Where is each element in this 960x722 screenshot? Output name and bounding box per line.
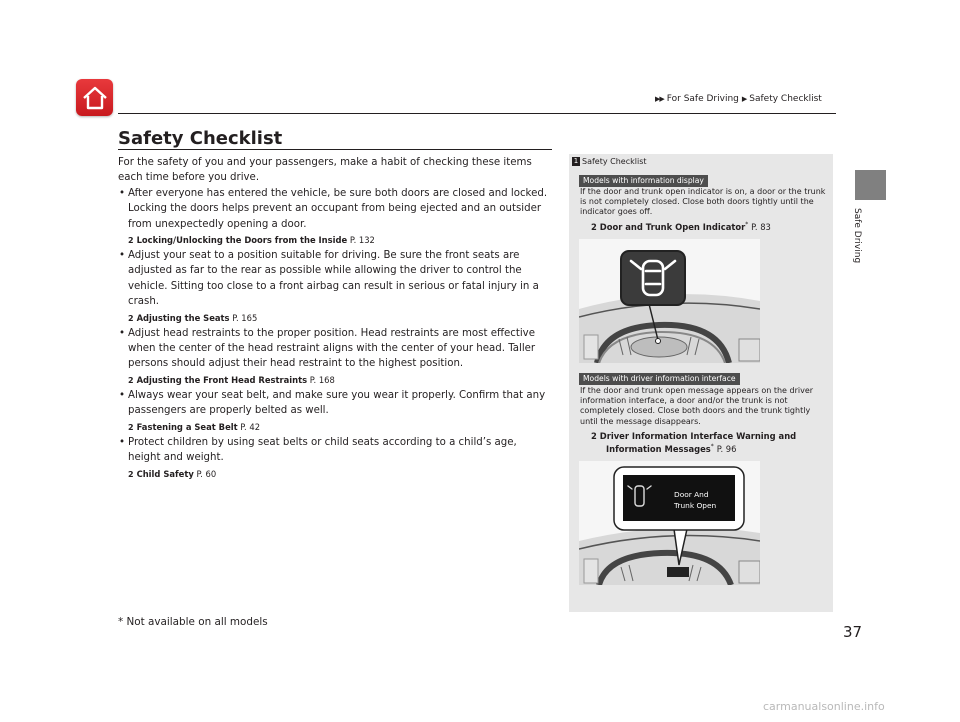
reference-title: Fastening a Seat Belt (136, 421, 238, 432)
reference-title: Information Messages (606, 443, 711, 454)
reference-arrow-icon: 2 (591, 221, 597, 232)
cross-reference-link[interactable] (118, 421, 552, 434)
checklist-item: • Adjust your seat to a position suitable for driving. Be sure the front seats are adjusted as far to the rear as possible while allowing the driver to control the vehicle. Sitting too close to a front airbag can result in serious or fatal injury in a crash. (118, 248, 552, 310)
header-divider (118, 113, 836, 114)
breadcrumb-item[interactable]: Safety Checklist (749, 94, 822, 104)
page-title: Safety Checklist (118, 128, 283, 149)
home-icon (82, 86, 108, 110)
cross-reference-link[interactable] (591, 431, 796, 441)
reference-title: Door and Trunk Open Indicator (599, 221, 746, 232)
intro-paragraph: For the safety of you and your passengers, make a habit of checking these items each time before you drive. (118, 157, 532, 184)
footnote: * Not available on all models (118, 616, 268, 628)
cross-reference-link[interactable] (118, 374, 552, 387)
reference-page: P. 83 (751, 221, 771, 232)
note-paragraph: If the door and trunk open indicator is on, a door or the trunk is not completely closed. Close both doors tightly until the indicator goes off. (580, 187, 826, 217)
breadcrumb (655, 94, 822, 104)
reference-page: P. 96 (716, 443, 737, 454)
display-message-line: Trunk Open (674, 501, 717, 510)
home-button[interactable] (76, 79, 113, 116)
checklist-item: • Protect children by using seat belts or child seats according to a child’s age, height and weight. (118, 435, 552, 466)
reference-title: Locking/Unlocking the Doors from the Inside (136, 235, 348, 246)
dashboard-indicator-illustration (579, 239, 760, 363)
reference-page: P. 168 (309, 374, 335, 385)
section-tab-marker (855, 170, 886, 200)
reference-title: Adjusting the Front Head Restraints (136, 374, 308, 385)
cross-reference-link[interactable] (118, 234, 552, 247)
watermark: carmanualsonline.info (763, 700, 885, 713)
reference-title: Child Safety (136, 468, 194, 479)
breadcrumb-arrow-icon: ▶ (741, 95, 747, 103)
breadcrumb-item[interactable]: For Safe Driving (666, 94, 739, 104)
reference-arrow-icon: 2 (128, 313, 134, 323)
notes-heading-label: Safety Checklist (582, 157, 647, 166)
driver-interface-message-illustration (579, 461, 760, 585)
cross-reference-link-continued[interactable]: Information Messages* P. 96 (606, 443, 737, 454)
reference-arrow-icon: 2 (591, 431, 597, 441)
note-paragraph: If the door and trunk open message appears on the driver information interface, a door and/or the trunk is not completely closed. Close both doors and the trunk tightly until the message disappears. (580, 386, 814, 426)
reference-page: P. 132 (349, 235, 375, 246)
main-content (118, 155, 552, 482)
breadcrumb-arrow-icon: ▶▶ (655, 95, 664, 103)
display-message-line: Door And (674, 490, 709, 499)
checklist-item: • After everyone has entered the vehicle, be sure both doors are closed and locked. Locking the doors helps prevent an occupant from being ejected and an outsider from unexpectedly opening a door. (118, 186, 552, 232)
section-tab[interactable] (848, 208, 864, 278)
section-tab-label: Safe Driving (852, 208, 862, 264)
reference-arrow-icon: 2 (128, 422, 134, 432)
reference-page: P. 60 (196, 468, 217, 479)
reference-page: P. 165 (232, 312, 258, 323)
page-number: 37 (843, 623, 863, 641)
reference-page: P. 42 (240, 421, 261, 432)
reference-title: Adjusting the Seats (136, 312, 230, 323)
cross-reference-link[interactable]: 2 Door and Trunk Open Indicator* P. 83 (591, 221, 771, 232)
notes-heading (572, 157, 647, 166)
reference-title: Driver Information Interface Warning and (599, 431, 797, 441)
reference-arrow-icon: 2 (128, 469, 134, 479)
model-tag-driver-information-interface: Models with driver information interface (579, 373, 740, 385)
reference-arrow-icon: 2 (128, 375, 134, 385)
note-number-badge: 1 (573, 157, 579, 165)
checklist-item: • Adjust head restraints to the proper position. Head restraints are most effective when the center of the head restraint aligns with the center of your head. Taller persons should adjust their head restraint to the highest position. (118, 326, 552, 372)
reference-arrow-icon: 2 (128, 236, 134, 246)
checklist-item: • Always wear your seat belt, and make sure you wear it properly. Confirm that any passengers are properly belted as well. (118, 388, 552, 419)
title-divider (118, 149, 552, 150)
model-tag-information-display: Models with information display (579, 175, 708, 187)
cross-reference-link[interactable] (118, 468, 552, 481)
cross-reference-link[interactable] (118, 312, 552, 325)
